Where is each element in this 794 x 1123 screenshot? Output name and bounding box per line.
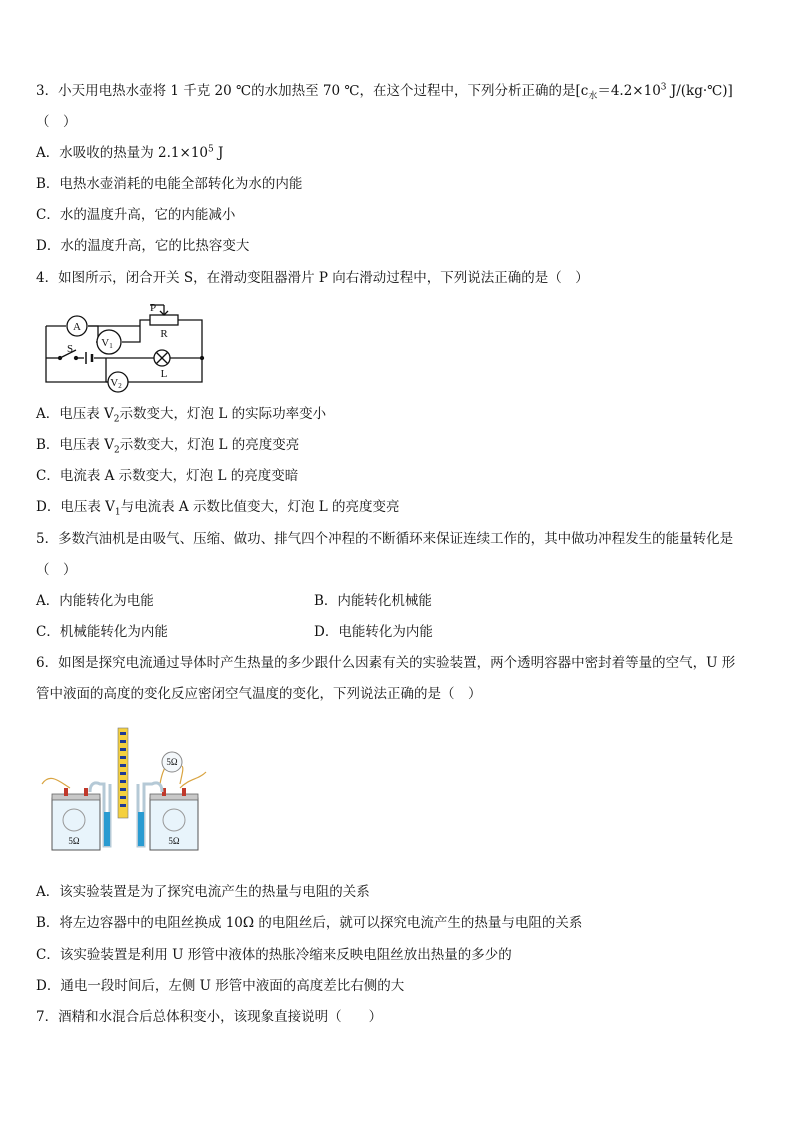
q5-option-c: C．机械能转化为内能 [36,624,168,640]
q3-option-c: C．水的温度升高，它的内能减小 [36,207,236,223]
q5-answer-paren: （ ） [36,562,77,578]
q4-circuit-diagram [40,302,210,394]
q4-option-c: C．电流表 A 示数变大，灯泡 L 的亮度变暗 [36,468,299,484]
rheostat-r-label: R [160,328,168,340]
q4-option-d: D．电压表 $V_1$与电流表 A 示数比值变大，灯泡 L 的亮度变亮 [36,499,400,518]
q5-option-a: A．内能转化为电能 [36,593,154,609]
slider-p-label: P [149,302,157,314]
q6-option-c: C．该实验装置是利用 U 形管中液体的热胀冷缩来反映电阻丝放出热量的多少的 [36,947,512,963]
q6-option-a: A．该实验装置是为了探究电流产生的热量与电阻的关系 [36,884,370,900]
q3-stem: 3．小天用电热水壶将 1 千克 20 ℃的水加热至 70 ℃，在这个过程中，下列分析正确的是[$c_水=4.2\times 10^3$ J/(kg·℃)] [36,82,733,102]
v2-label: V2 [110,377,122,390]
q6-apparatus-figure [40,722,210,854]
left-resistor-label: 5Ω [68,836,80,846]
q5-option-b: B．内能转化机械能 [314,593,432,609]
q3-answer-paren: （ ） [36,114,77,130]
q6-option-d: D．通电一段时间后，左侧 U 形管中液面的高度差比右侧的大 [36,978,405,994]
q6-stem-line1: 6．如图是探究电流通过导体时产生热量的多少跟什么因素有关的实验装置，两个透明容器中密封着等量的空气，U 形 [36,655,736,671]
right-resistor-label: 5Ω [168,836,180,846]
q3-option-a: A．水吸收的热量为 $2.1\times 10^5$ J [36,144,224,161]
q7-stem: 7．酒精和水混合后总体积变小，该现象直接说明（ ） [36,1009,383,1025]
v1-label: V1 [101,337,113,350]
q6-stem-line2: 管中液面的高度的变化反应密闭空气温度的变化，下列说法正确的是（ ） [36,686,482,702]
lamp-l-label: L [160,368,168,380]
q4-option-a: A．电压表 $V_2$示数变大，灯泡 L 的实际功率变小 [36,406,327,425]
q5-stem: 5．多数汽油机是由吸气、压缩、做功、排气四个冲程的不断循环来保证连续工作的，其中做功冲程发生的能量转化是 [36,531,734,547]
q3-option-d: D．水的温度升高，它的比热容变大 [36,238,250,254]
q6-option-b: B．将左边容器中的电阻丝换成 10Ω 的电阻丝后，就可以探究电流产生的热量与电阻的关系 [36,915,583,931]
q4-stem: 4．如图所示，闭合开关 S，在滑动变阻器滑片 P 向右滑动过程中，下列说法正确的是（ ） [36,270,589,286]
switch-s-label: S [66,343,74,355]
q3-option-b: B．电热水壶消耗的电能全部转化为水的内能 [36,176,303,192]
q5-option-d: D．电能转化为内能 [314,624,433,640]
top-resistor-label: 5Ω [166,757,178,767]
ammeter-label: A [73,321,81,333]
q4-option-b: B．电压表 $V_2$示数变大，灯泡 L 的亮度变亮 [36,437,300,456]
